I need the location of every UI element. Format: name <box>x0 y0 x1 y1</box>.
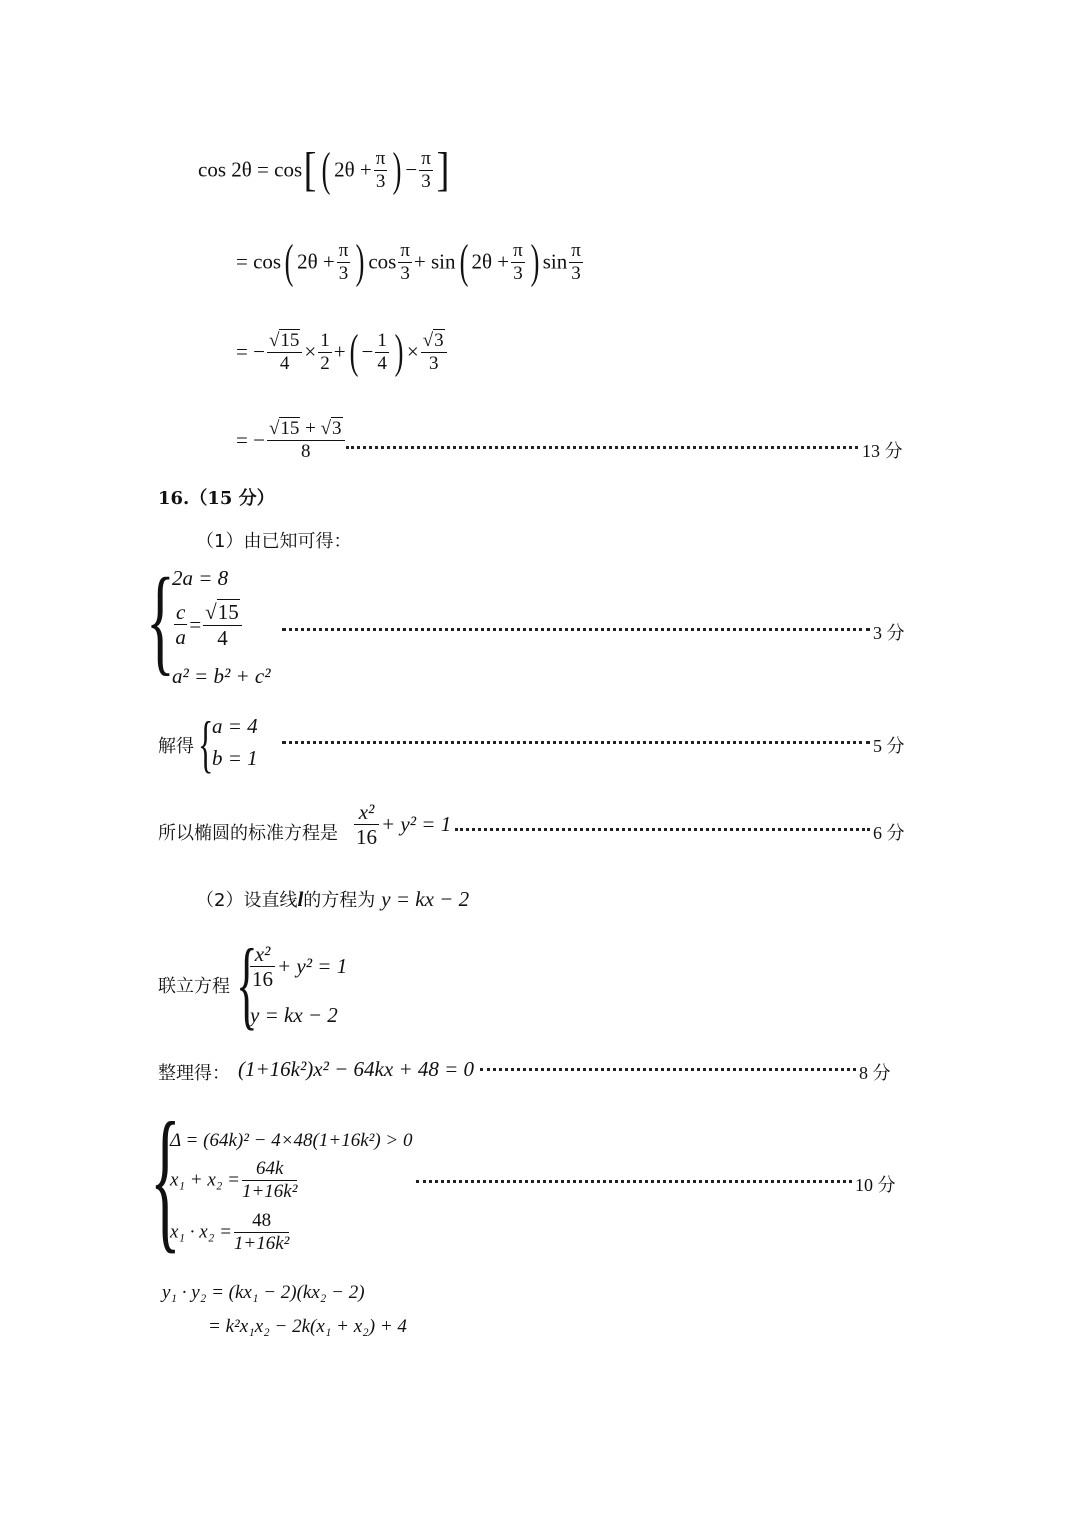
formula-cos2theta: cos 2θ = cos[ ( 2θ + $\frac{\pi}{3}$ ) − $\frac{\pi}{3}$ ] <box>198 143 450 196</box>
ellipse-equation: $\frac{\text{x²}}{16}$ + y² = 1 <box>356 800 452 850</box>
sys1-row2: $\frac{c}{a}=$ $\frac{√15}{4}$ <box>172 600 244 650</box>
sys1-row1: 2a = 8 <box>172 566 229 590</box>
joint-row2: y = kx − 2 <box>250 1003 338 1027</box>
solve-a: a = 4 <box>212 714 258 738</box>
simplify-equation: (1+16k²)x² − 64kx + 48 = 0 <box>238 1057 475 1081</box>
pi-over-3: $\frac{\pi}{3}$ <box>375 147 386 192</box>
joint-label: 联立方程 <box>158 976 230 997</box>
brace-sys1: { <box>146 553 175 686</box>
score-3: 3 分 <box>873 623 905 643</box>
formula-result: = − $\frac{√15 + √3}{8}$ <box>236 418 347 463</box>
dotted-leader <box>346 446 858 449</box>
dotted-leader <box>480 1068 856 1071</box>
brace-sys3: { <box>150 1089 181 1267</box>
sys1-row3: a² = b² + c² <box>172 664 271 688</box>
dotted-leader <box>282 741 870 744</box>
sys3-delta: Δ = (64k)² − 4×48(1+16k²) > 0 <box>170 1130 413 1151</box>
cos2theta-lhs: cos 2θ = cos <box>198 157 303 182</box>
brace-joint: { <box>236 928 258 1039</box>
part2-label: （2）设直线l的方程为 y = kx − 2 <box>196 887 470 911</box>
sys3-sum: x₁ + x₂ = $\frac{64k}{\text{1+16k²}}$ <box>170 1158 298 1202</box>
solve-b: b = 1 <box>212 746 258 770</box>
pi-over-3: $\frac{\pi}{3}$ <box>421 147 431 192</box>
score-8: 8 分 <box>859 1063 891 1083</box>
score-6: 6 分 <box>873 823 905 843</box>
sys3-product: x₁ · x₂ = $\frac{48}{\text{1+16k²}}$ <box>170 1210 290 1254</box>
simplify-label: 整理得： <box>158 1063 230 1084</box>
dotted-leader <box>282 628 870 631</box>
score-13: 13 分 <box>862 441 903 461</box>
solve-label: 解得 <box>158 736 194 757</box>
score-5: 5 分 <box>873 736 905 756</box>
score-10: 10 分 <box>855 1175 896 1195</box>
y1y2-line1: y₁ · y₂ = (kx₁ − 2)(kx₂ − 2) <box>162 1282 365 1303</box>
formula-values: = − $\frac{√15}{4}$ × $\frac{1}{2}$ +( − $\frac{1}{4}$ ) × $\frac{√3}{3}$ <box>236 328 449 376</box>
dotted-leader <box>455 828 870 831</box>
formula-expand: = cos( 2θ + $\frac{\pi}{3}$ ) cos $\frac{\pi}{3}$ + sin( 2θ + $\frac{\pi}{3}$ ) sin $\frac{\pi}{3}$ <box>236 235 581 288</box>
y1y2-line2: = k²x₁x₂ − 2k(x₁ + x₂) + 4 <box>208 1316 407 1337</box>
question-16-heading: 16.（15 分） <box>158 488 275 509</box>
brace-solve: { <box>198 708 214 779</box>
dotted-leader <box>416 1180 852 1183</box>
part1-label: （1）由已知可得： <box>196 531 352 552</box>
ellipse-label: 所以椭圆的标准方程是 <box>158 823 338 844</box>
joint-row1: $\frac{\text{x²}}{16}$ + y² = 1 <box>252 942 348 992</box>
